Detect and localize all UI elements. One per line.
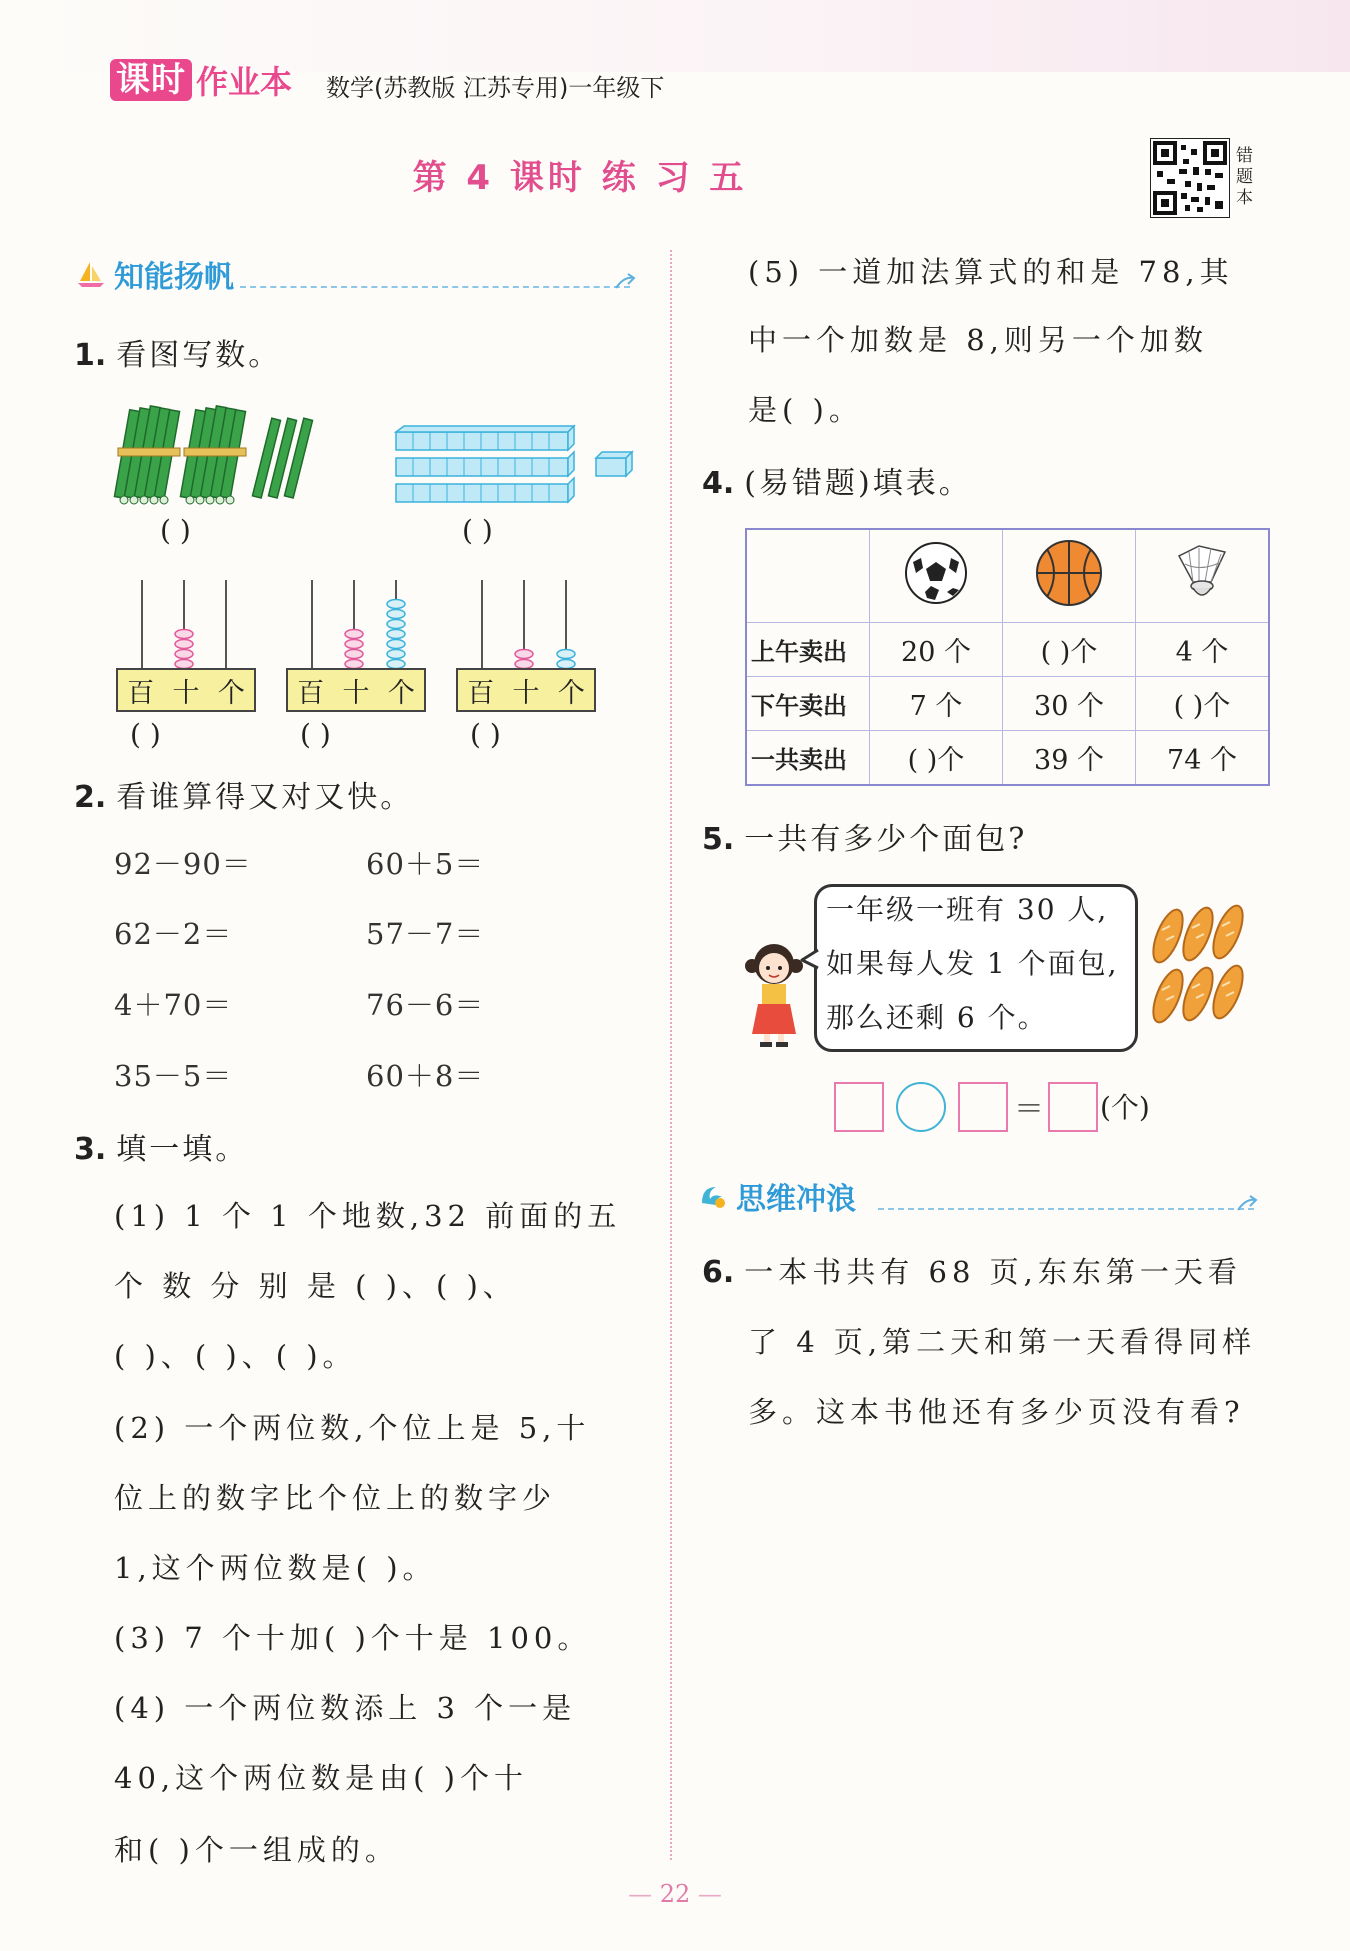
soccer-ball-icon xyxy=(903,540,969,606)
q5-prompt: 5. 一共有多少个面包? xyxy=(702,822,1028,857)
q1-prompt: 1. 看图写数。 xyxy=(74,338,282,373)
calc-item[interactable]: 76－6＝ xyxy=(366,988,485,1022)
q3-line: (4) 一个两位数添上 3 个一是 xyxy=(114,1691,577,1725)
basketball-icon xyxy=(1033,537,1105,609)
section-underline xyxy=(240,286,630,288)
calc-item[interactable]: 57－7＝ xyxy=(366,917,485,951)
row-label: 一共卖出 xyxy=(746,731,870,786)
calc-item[interactable]: 62－2＝ xyxy=(114,917,233,951)
q3-line: 中一个加数是 8,则另一个加数 xyxy=(748,323,1208,357)
stick-bundles-image xyxy=(112,400,322,508)
q3-line: (2) 一个两位数,个位上是 5,十 xyxy=(114,1411,591,1445)
section-title: 思维冲浪 xyxy=(736,1182,856,1217)
section-title: 知能扬帆 xyxy=(114,260,234,295)
abacus-rods xyxy=(456,578,592,672)
table-cell: 4 个 xyxy=(1136,623,1270,677)
calc-item[interactable]: 60＋5＝ xyxy=(366,847,485,881)
q3-line[interactable]: 是( )。 xyxy=(748,393,863,427)
table-cell: 39 个 xyxy=(1003,731,1136,786)
row-label: 下午卖出 xyxy=(746,677,870,731)
calc-item[interactable]: 60＋8＝ xyxy=(366,1059,485,1093)
calc-item[interactable]: 92－90＝ xyxy=(114,847,252,881)
answer-box[interactable] xyxy=(834,1082,884,1132)
brand-box: 课时 xyxy=(110,59,192,101)
sales-table xyxy=(745,528,1270,786)
calc-item[interactable]: 4＋70＝ xyxy=(114,988,233,1022)
page-number: — 22 — xyxy=(628,1880,722,1908)
answer-blank[interactable]: ( ) xyxy=(130,718,161,751)
q3-line[interactable]: 40,这个两位数是由( )个十 xyxy=(114,1761,528,1795)
qr-code-icon[interactable] xyxy=(1150,138,1230,218)
answer-blank[interactable]: ( ) xyxy=(160,514,191,547)
arrow-flourish-icon xyxy=(1236,1194,1258,1214)
q3-line[interactable]: (3) 7 个十加( )个十是 100。 xyxy=(114,1621,592,1655)
qr-label: 错题本 xyxy=(1236,146,1253,208)
q6-line: 多。这本书他还有多少页没有看? xyxy=(748,1395,1245,1429)
q3-line: 位上的数字比个位上的数字少 xyxy=(114,1481,557,1515)
bread-icon xyxy=(1148,900,1252,1030)
speech-line: 那么还剩 6 个。 xyxy=(826,1001,1048,1034)
answer-blank[interactable]: ( ) xyxy=(462,514,493,547)
speech-line: 如果每人发 1 个面包, xyxy=(826,947,1119,980)
sailboat-icon xyxy=(76,259,106,289)
wave-icon xyxy=(698,1181,728,1211)
q3-prompt: 3. 填一填。 xyxy=(74,1132,249,1167)
section-underline xyxy=(878,1208,1254,1210)
section-header-zhineng xyxy=(76,252,234,296)
table-row xyxy=(746,731,1269,786)
table-cell: 7 个 xyxy=(870,677,1003,731)
table-cell: 74 个 xyxy=(1136,731,1270,786)
table-cell: 30 个 xyxy=(1003,677,1136,731)
unit-label: (个) xyxy=(1100,1091,1150,1124)
speech-line: 一年级一班有 30 人, xyxy=(826,893,1109,926)
table-header-cell xyxy=(1136,529,1270,623)
lesson-title: 第 4 课时 练 习 五 xyxy=(412,158,748,198)
table-corner xyxy=(746,529,870,623)
equals-sign: ＝ xyxy=(1014,1092,1044,1127)
table-cell-blank[interactable]: ( )个 xyxy=(1136,677,1270,731)
brand-text: 作业本 xyxy=(196,63,293,101)
answer-box[interactable] xyxy=(958,1082,1008,1132)
q3-line[interactable]: 1,这个两位数是( )。 xyxy=(114,1551,437,1585)
book-subtitle: 数学(苏教版 江苏专用)一年级下 xyxy=(326,74,665,102)
column-divider xyxy=(670,250,672,1860)
shuttlecock-icon xyxy=(1171,542,1233,604)
arrow-flourish-icon xyxy=(614,272,636,292)
q6-line: 6. 一本书共有 68 页,东东第一天看 xyxy=(702,1255,1242,1290)
section-header-siwei xyxy=(698,1174,856,1218)
q3-line[interactable]: 和( )个一组成的。 xyxy=(114,1833,399,1867)
q3-line[interactable]: 个 数 分 别 是 ( )、( )、 xyxy=(114,1269,517,1303)
table-row xyxy=(746,677,1269,731)
abacus-rods xyxy=(286,578,422,672)
abacus-label: 百 十 个 xyxy=(116,668,256,712)
q2-prompt: 2. 看谁算得又对又快。 xyxy=(74,780,414,815)
q3-line: (5) 一道加法算式的和是 78,其 xyxy=(748,255,1234,289)
table-row xyxy=(746,623,1269,677)
table-header-cell xyxy=(1003,529,1136,623)
answer-blank[interactable]: ( ) xyxy=(300,718,331,751)
row-label: 上午卖出 xyxy=(746,623,870,677)
table-cell-blank[interactable]: ( )个 xyxy=(1003,623,1136,677)
answer-blank[interactable]: ( ) xyxy=(470,718,501,751)
cube-rods-image xyxy=(394,424,642,510)
q6-line: 了 4 页,第二天和第一天看得同样 xyxy=(748,1325,1257,1359)
answer-box[interactable] xyxy=(1048,1082,1098,1132)
abacus-rods xyxy=(116,578,252,672)
q4-prompt: 4. (易错题)填表。 xyxy=(702,466,972,501)
calc-item[interactable]: 35－5＝ xyxy=(114,1059,233,1093)
q3-line: (1) 1 个 1 个地数,32 前面的五 xyxy=(114,1199,622,1233)
abacus-label: 百 十 个 xyxy=(286,668,426,712)
table-cell: 20 个 xyxy=(870,623,1003,677)
speech-tail xyxy=(800,948,820,970)
q3-line[interactable]: ( )、( )、( )。 xyxy=(114,1339,357,1373)
abacus-label: 百 十 个 xyxy=(456,668,596,712)
operator-circle[interactable] xyxy=(896,1082,946,1132)
brand-logo xyxy=(110,58,292,102)
table-header-cell xyxy=(870,529,1003,623)
table-cell-blank[interactable]: ( )个 xyxy=(870,731,1003,786)
